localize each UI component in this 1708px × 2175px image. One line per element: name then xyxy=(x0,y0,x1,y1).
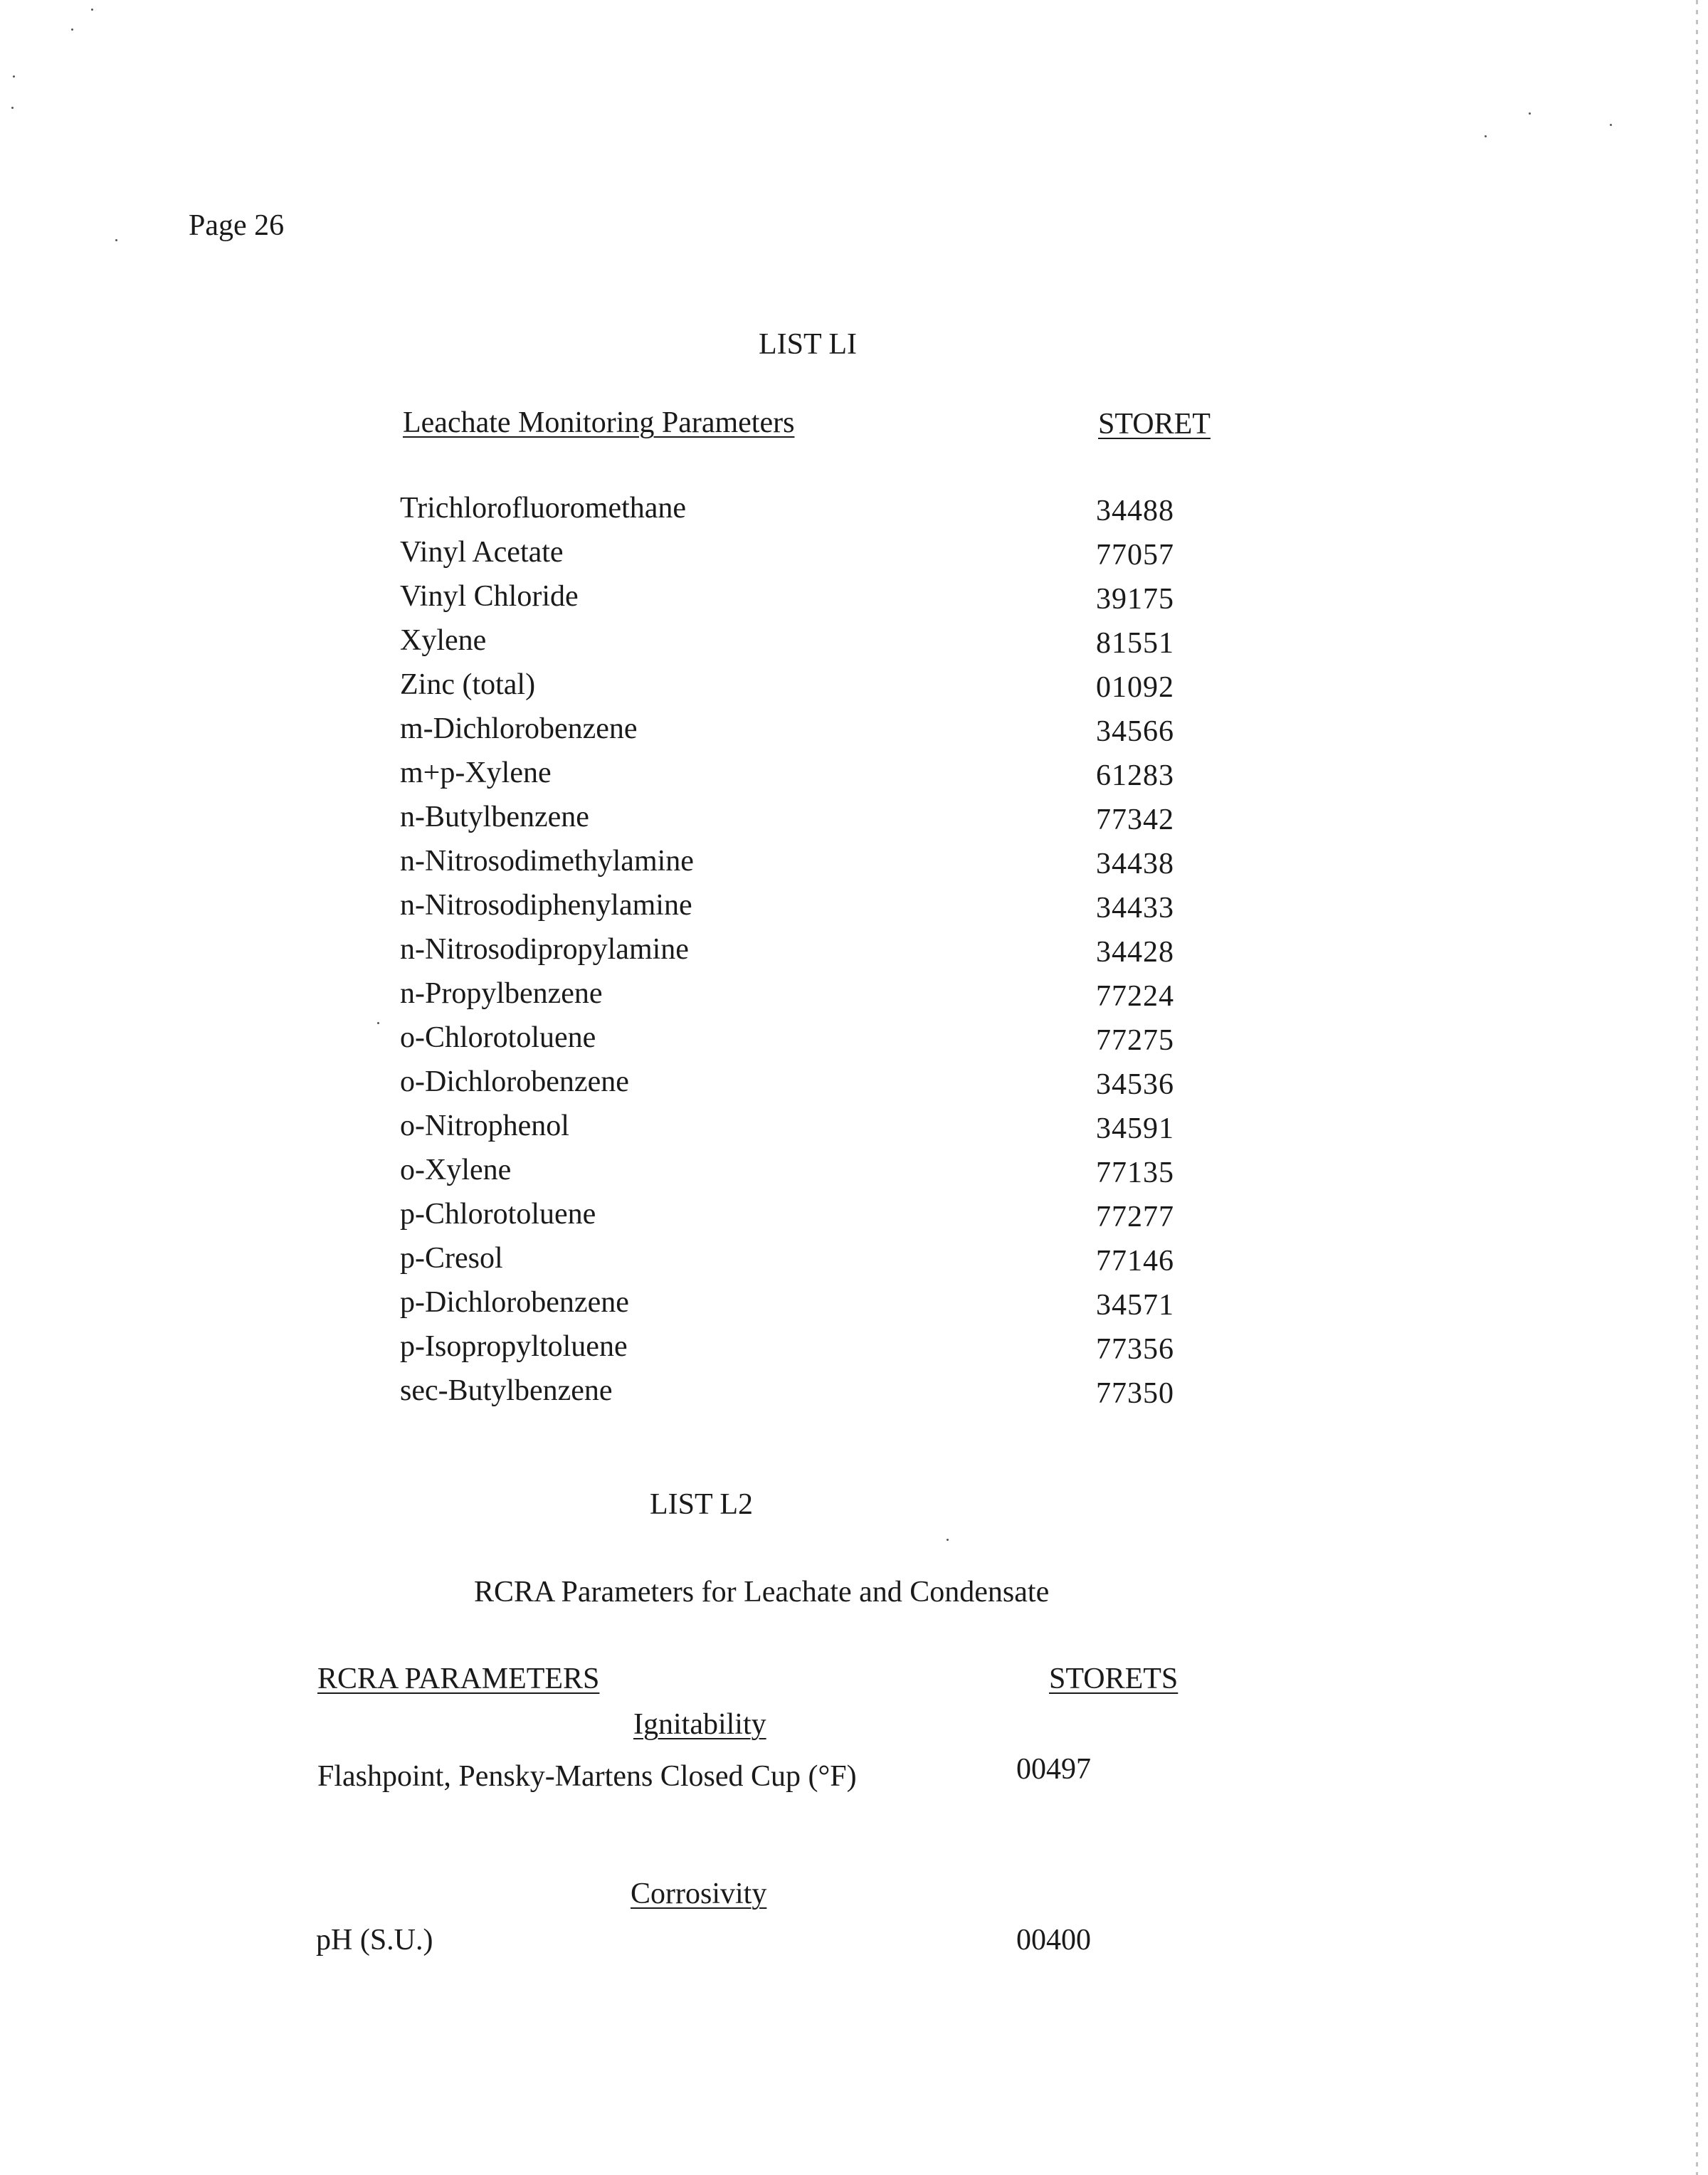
list1-title: LIST LI xyxy=(759,328,858,361)
scan-speck xyxy=(947,1539,949,1541)
storet-code: 77275 xyxy=(1096,1024,1174,1057)
storet-code: 01092 xyxy=(1096,671,1174,704)
table-row xyxy=(0,844,1708,888)
storet-code: 77350 xyxy=(1096,1377,1174,1410)
storet-code: 34433 xyxy=(1096,892,1174,925)
storet-code: 34428 xyxy=(1096,936,1174,969)
scan-speck xyxy=(13,75,15,78)
table-row xyxy=(0,1374,1708,1418)
table-row xyxy=(0,756,1708,800)
table-row xyxy=(0,1329,1708,1374)
parameter-name: n-Nitrosodimethylamine xyxy=(400,845,694,878)
list2-title: LIST L2 xyxy=(650,1488,754,1521)
scan-speck xyxy=(115,239,117,241)
list1-table xyxy=(0,491,1708,1418)
table-row xyxy=(0,1241,1708,1285)
ignitability-heading: Ignitability xyxy=(633,1708,766,1741)
scan-speck xyxy=(1529,112,1531,115)
parameter-name: p-Isopropyltoluene xyxy=(400,1330,628,1363)
parameter-name: n-Propylbenzene xyxy=(400,977,603,1010)
table-row xyxy=(0,668,1708,712)
table-row xyxy=(0,535,1708,579)
scan-speck xyxy=(91,9,93,11)
table-row xyxy=(0,976,1708,1021)
parameter-name: Trichlorofluoromethane xyxy=(400,492,687,525)
list2-column-header-parameters: RCRA PARAMETERS xyxy=(317,1663,600,1695)
parameter-name: n-Nitrosodipropylamine xyxy=(400,933,689,966)
table-row xyxy=(0,1065,1708,1109)
storet-code: 34438 xyxy=(1096,848,1174,880)
parameter-name: p-Cresol xyxy=(400,1242,503,1275)
storet-code: 61283 xyxy=(1096,759,1174,792)
parameter-name: sec-Butylbenzene xyxy=(400,1374,613,1407)
table-row xyxy=(0,800,1708,844)
parameter-name: m-Dichlorobenzene xyxy=(400,712,638,745)
parameter-name: n-Butylbenzene xyxy=(400,801,589,833)
list2-subtitle: RCRA Parameters for Leachate and Condensate xyxy=(474,1576,1050,1608)
scan-speck xyxy=(1610,124,1612,126)
parameter-name: Vinyl Chloride xyxy=(400,580,579,613)
corrosivity-parameter-name: pH (S.U.) xyxy=(316,1924,433,1957)
scan-speck xyxy=(11,107,14,109)
storet-code: 34536 xyxy=(1096,1068,1174,1101)
page-number: Page 26 xyxy=(189,209,285,242)
table-row xyxy=(0,623,1708,668)
corrosivity-heading: Corrosivity xyxy=(631,1878,767,1910)
list2-column-header-storets: STORETS xyxy=(1049,1663,1179,1695)
ignitability-parameter-name: Flashpoint, Pensky-Martens Closed Cup (°F) xyxy=(317,1760,857,1793)
parameter-name: n-Nitrosodiphenylamine xyxy=(400,889,692,922)
parameter-name: Zinc (total) xyxy=(400,668,536,701)
storet-code: 77146 xyxy=(1096,1245,1174,1278)
parameter-name: p-Chlorotoluene xyxy=(400,1198,596,1231)
table-row xyxy=(0,491,1708,535)
storet-code: 77057 xyxy=(1096,539,1174,572)
storet-code: 77342 xyxy=(1096,804,1174,836)
storet-code: 34571 xyxy=(1096,1289,1174,1322)
parameter-name: o-Xylene xyxy=(400,1154,512,1186)
parameter-name: m+p-Xylene xyxy=(400,757,552,789)
table-row xyxy=(0,932,1708,976)
table-row xyxy=(0,1153,1708,1197)
list1-column-header-storet: STORET xyxy=(1098,408,1211,441)
parameter-name: p-Dichlorobenzene xyxy=(400,1286,629,1319)
table-row xyxy=(0,1109,1708,1153)
storet-code: 34591 xyxy=(1096,1112,1174,1145)
storet-code: 77135 xyxy=(1096,1157,1174,1189)
ignitability-storet-code: 00497 xyxy=(1016,1753,1091,1786)
table-row xyxy=(0,888,1708,932)
parameter-name: o-Chlorotoluene xyxy=(400,1021,596,1054)
list1-column-header-parameters: Leachate Monitoring Parameters xyxy=(403,406,795,439)
parameter-name: o-Dichlorobenzene xyxy=(400,1065,629,1098)
storet-code: 34488 xyxy=(1096,495,1174,527)
table-row xyxy=(0,712,1708,756)
storet-code: 39175 xyxy=(1096,583,1174,616)
storet-code: 77224 xyxy=(1096,980,1174,1013)
table-row xyxy=(0,1021,1708,1065)
scan-speck xyxy=(71,28,73,31)
parameter-name: Vinyl Acetate xyxy=(400,536,564,569)
parameter-name: Xylene xyxy=(400,624,487,657)
table-row xyxy=(0,1197,1708,1241)
table-row xyxy=(0,579,1708,623)
storet-code: 81551 xyxy=(1096,627,1174,660)
parameter-name: o-Nitrophenol xyxy=(400,1110,569,1142)
storet-code: 77277 xyxy=(1096,1201,1174,1233)
storet-code: 34566 xyxy=(1096,715,1174,748)
scan-speck xyxy=(1485,135,1487,137)
storet-code: 77356 xyxy=(1096,1333,1174,1366)
table-row xyxy=(0,1285,1708,1329)
corrosivity-storet-code: 00400 xyxy=(1016,1924,1091,1957)
